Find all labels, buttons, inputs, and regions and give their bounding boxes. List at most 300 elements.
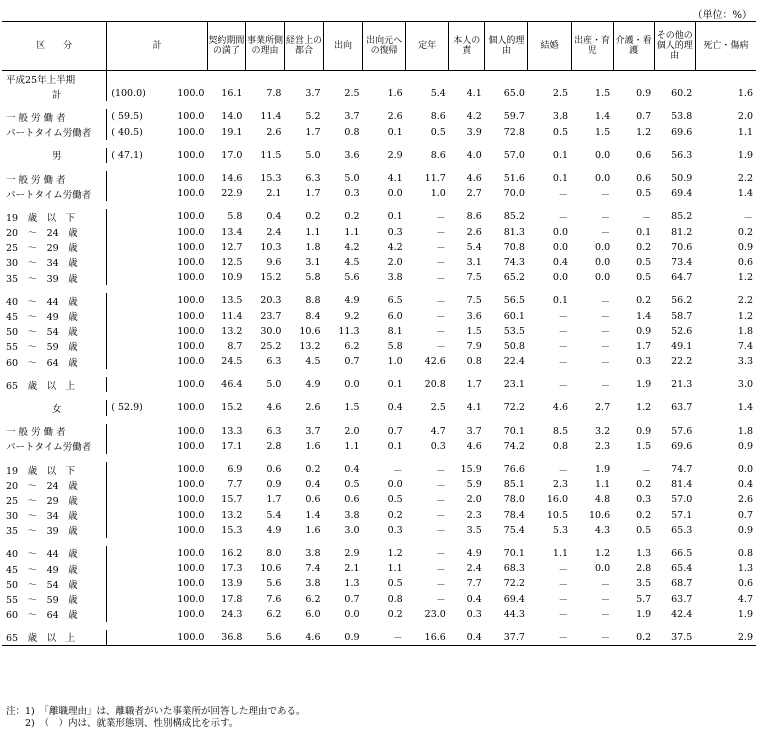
value-cell: － (600, 212, 611, 224)
value-cell: 2.6 (266, 126, 282, 138)
value-cell: 6.0 (387, 310, 403, 322)
value-cell: 7.8 (266, 88, 282, 100)
value-cell: 68.3 (503, 563, 525, 575)
value-cell: 53.8 (671, 111, 693, 123)
composition-ratio (107, 339, 158, 354)
value-cell: 2.4 (466, 563, 482, 575)
value-cell: － (436, 273, 446, 285)
value-cell: 16.2 (221, 547, 243, 559)
header-childbirth-childcare: 出産・育児 (571, 22, 613, 71)
unit-label: （単位：%） (692, 10, 752, 21)
value-cell: 1.8 (737, 325, 753, 337)
value-cell: 5.6 (344, 272, 360, 284)
value-cell: 1.7 (636, 340, 652, 352)
value-cell: 1.5 (595, 88, 611, 100)
value-cell: 49.1 (671, 340, 693, 352)
value-cell: 0.0 (552, 241, 569, 253)
spacer-cell (2, 416, 756, 424)
composition-ratio (107, 240, 158, 255)
value-cell: － (436, 495, 446, 507)
value-cell: 73.4 (671, 256, 693, 268)
value-cell: 6.2 (305, 593, 321, 605)
value-cell: 85.2 (671, 211, 693, 223)
value-cell: 1.9 (636, 379, 652, 391)
header-employer-reason: 事業所側の理由 (245, 22, 284, 71)
value-cell: 0.9 (737, 440, 753, 452)
table-row (2, 523, 756, 538)
value-cell: 5.8 (305, 272, 321, 284)
spacer-row (2, 454, 756, 462)
value-cell: 19.1 (221, 126, 243, 138)
value-cell: － (436, 296, 446, 308)
value-cell: 0.2 (636, 479, 652, 491)
value-cell: 0.0 (595, 149, 611, 161)
value-cell: 0.3 (466, 608, 482, 620)
value-cell: 2.0 (387, 256, 403, 268)
spacer-cell (2, 163, 756, 171)
table-row (2, 576, 756, 591)
row-label: 25 ～ 29 歳 (2, 240, 107, 255)
value-cell: 0.5 (430, 126, 446, 138)
value-cell: － (743, 212, 753, 224)
table-row (2, 255, 756, 270)
value-cell: 2.5 (430, 402, 446, 414)
value-cell: 3.8 (344, 509, 360, 521)
value-cell: 0.4 (305, 479, 321, 491)
value-cell: 0.4 (737, 479, 753, 491)
value-cell: － (436, 564, 446, 576)
value-cell: 3.1 (466, 256, 482, 268)
value-cell: 0.5 (636, 272, 652, 284)
value-cell: 2.7 (466, 188, 482, 200)
value-cell: 2.5 (552, 88, 569, 100)
value-cell: 1.3 (636, 547, 652, 559)
value-cell: 22.9 (221, 188, 243, 200)
value-cell: 69.4 (671, 188, 693, 200)
value-cell: 10.6 (588, 509, 611, 521)
value-cell: 11.4 (260, 111, 282, 123)
table-row (2, 240, 756, 255)
value-cell: 1.5 (466, 325, 482, 337)
spacer-cell (2, 285, 756, 293)
value-cell: 75.4 (503, 524, 525, 536)
value-cell: 30.0 (260, 325, 282, 337)
value-cell: 2.1 (344, 563, 360, 575)
value-cell: 3.6 (466, 310, 482, 322)
value-cell: 100.0 (177, 111, 205, 123)
value-cell: 0.5 (387, 494, 403, 506)
value-cell: 2.2 (737, 173, 753, 185)
table-row (2, 270, 756, 285)
value-cell: 5.0 (344, 173, 360, 185)
table-row (2, 109, 756, 124)
row-label: 女 (2, 400, 107, 415)
value-cell: 0.2 (344, 211, 360, 223)
value-cell: 11.3 (338, 325, 360, 337)
value-cell: 13.4 (221, 226, 243, 238)
value-cell: 0.1 (552, 173, 569, 185)
value-cell: 4.9 (466, 547, 482, 559)
value-cell: 1.2 (737, 272, 753, 284)
value-cell: 0.6 (266, 464, 282, 476)
value-cell: 0.0 (595, 241, 611, 253)
composition-ratio (107, 576, 158, 591)
value-cell: － (558, 327, 569, 339)
value-cell: 74.3 (503, 256, 525, 268)
value-cell: 0.4 (552, 256, 569, 268)
value-cell: 17.3 (221, 563, 243, 575)
turnover-reason-table (2, 21, 756, 646)
value-cell: 58.7 (671, 310, 693, 322)
value-cell: 7.9 (466, 340, 482, 352)
spacer-row (2, 369, 756, 377)
value-cell: 37.7 (485, 630, 528, 646)
value-cell: 0.9 (737, 524, 753, 536)
value-cell: 100.0 (177, 310, 205, 322)
value-cell: 100.0 (177, 509, 205, 521)
value-cell: 1.8 (305, 241, 321, 253)
table-row (2, 591, 756, 606)
value-cell: 1.3 (344, 578, 360, 590)
value-cell: 5.4 (266, 509, 282, 521)
spacer-row (2, 285, 756, 293)
value-cell: 51.6 (503, 173, 525, 185)
value-cell: 60.1 (503, 310, 525, 322)
value-cell: 2.9 (695, 630, 756, 646)
row-label: 55 ～ 59 歳 (2, 591, 107, 606)
value-cell: 16.0 (546, 494, 569, 506)
value-cell: 25.2 (260, 340, 282, 352)
composition-ratio: (100.0) (111, 88, 146, 100)
value-cell: 56.5 (503, 295, 525, 307)
value-cell: 8.7 (227, 340, 243, 352)
header-retirement-age: 定年 (406, 22, 449, 71)
value-cell: 72.2 (503, 578, 525, 590)
footnote-2: 2) （ ）内は、就業形態別、性別構成比を示す。 (6, 718, 239, 729)
value-cell: 4.8 (595, 494, 611, 506)
composition-ratio (107, 492, 158, 507)
value-cell: 16.6 (406, 630, 449, 646)
value-cell (654, 71, 695, 87)
value-cell: 0.9 (324, 630, 363, 646)
value-cell: 0.1 (387, 211, 403, 223)
value-cell: 4.6 (284, 630, 323, 646)
value-cell: 2.6 (305, 402, 321, 414)
value-cell: 2.0 (737, 111, 753, 123)
value-cell: 63.7 (671, 593, 693, 605)
value-cell: － (600, 380, 611, 392)
value-cell (528, 71, 571, 87)
value-cell: 2.5 (344, 88, 360, 100)
value-cell: － (641, 465, 652, 477)
value-cell: 42.4 (671, 608, 693, 620)
table-row (2, 308, 756, 323)
value-cell: 1.2 (387, 547, 403, 559)
value-cell: － (571, 630, 613, 646)
value-cell: 0.8 (737, 547, 753, 559)
value-cell: 100.0 (177, 272, 205, 284)
value-cell: 1.7 (305, 126, 321, 138)
value-cell: 1.9 (737, 608, 753, 620)
value-cell: 23.0 (424, 608, 446, 620)
value-cell: － (436, 258, 446, 270)
row-label: 45 ～ 49 歳 (2, 561, 107, 576)
value-cell: 12.5 (221, 256, 243, 268)
value-cell: 100.0 (177, 88, 205, 100)
value-cell: 5.6 (266, 578, 282, 590)
value-cell: 12.7 (221, 241, 243, 253)
value-cell: 8.6 (466, 211, 482, 223)
value-cell: － (558, 380, 569, 392)
value-cell: 69.4 (503, 593, 525, 605)
spacer-row (2, 140, 756, 148)
table-row (2, 171, 756, 186)
value-cell: 2.6 (387, 111, 403, 123)
value-cell: 1.6 (737, 88, 753, 100)
header-other-personal: その他の個人的理由 (654, 22, 695, 71)
header-row (2, 22, 756, 71)
value-cell: 65.3 (671, 524, 693, 536)
value-cell: － (558, 312, 569, 324)
value-cell: 57.1 (671, 509, 693, 521)
value-cell: 0.1 (552, 149, 569, 161)
value-cell: 2.0 (466, 494, 482, 506)
spacer-cell (2, 140, 756, 148)
table-row (2, 225, 756, 240)
value-cell: 1.2 (636, 402, 652, 414)
value-cell: 20.3 (260, 295, 282, 307)
header-transfer: 出向 (324, 22, 363, 71)
composition-ratio (107, 591, 158, 606)
value-cell: 65.2 (503, 272, 525, 284)
value-cell: 5.8 (387, 340, 403, 352)
composition-ratio: ( 52.9) (111, 402, 143, 414)
value-cell: － (558, 212, 569, 224)
row-label: 55 ～ 59 歳 (2, 339, 107, 354)
value-cell (207, 71, 245, 87)
value-cell: 15.3 (260, 173, 282, 185)
composition-ratio (107, 523, 158, 538)
value-cell: 44.3 (503, 608, 525, 620)
value-cell: 1.9 (595, 464, 611, 476)
value-cell: 10.6 (299, 325, 321, 337)
value-cell: 4.6 (266, 402, 282, 414)
value-cell: 1.9 (737, 149, 753, 161)
value-cell: 0.0 (387, 188, 403, 200)
table-row (2, 324, 756, 339)
value-cell: 0.7 (387, 425, 403, 437)
value-cell: 69.6 (671, 126, 693, 138)
value-cell: 11.4 (221, 310, 243, 322)
value-cell: 70.8 (503, 241, 525, 253)
value-cell: 0.0 (552, 226, 569, 238)
value-cell: － (600, 357, 611, 369)
value-cell: 0.8 (552, 440, 569, 452)
composition-ratio (107, 324, 158, 339)
row-label: 一 般 労 働 者 (2, 424, 107, 439)
value-cell: － (528, 630, 571, 646)
value-cell: 0.9 (636, 88, 652, 100)
value-cell: 76.6 (503, 464, 525, 476)
value-cell: 78.4 (503, 509, 525, 521)
value-cell (284, 71, 323, 87)
spacer-row (2, 622, 756, 630)
value-cell: 0.3 (387, 226, 403, 238)
value-cell: 36.8 (207, 630, 245, 646)
value-cell: 100.0 (177, 464, 205, 476)
value-cell: 0.5 (636, 524, 652, 536)
value-cell: 70.1 (503, 547, 525, 559)
value-cell: 3.2 (595, 425, 611, 437)
value-cell: 15.2 (260, 272, 282, 284)
value-cell: 2.8 (266, 440, 282, 452)
value-cell: － (436, 342, 446, 354)
value-cell (324, 71, 363, 87)
table-row (2, 71, 756, 87)
value-cell: 56.3 (671, 149, 693, 161)
value-cell: 4.0 (466, 149, 482, 161)
value-cell: 4.1 (466, 402, 482, 414)
value-cell: 7.7 (466, 578, 482, 590)
value-cell: 0.0 (552, 272, 569, 284)
value-cell: 3.7 (344, 111, 360, 123)
value-cell: 5.3 (552, 524, 569, 536)
row-label: 65 歳 以 上 (2, 630, 107, 646)
value-cell: 13.5 (221, 295, 243, 307)
row-label: 60 ～ 64 歳 (2, 354, 107, 369)
value-cell: 0.0 (387, 479, 403, 491)
value-cell: 100.0 (177, 356, 205, 368)
value-cell: 0.2 (636, 295, 652, 307)
table-row (2, 400, 756, 415)
value-cell: 0.0 (344, 379, 360, 391)
value-cell: 70.6 (671, 241, 693, 253)
value-cell: 1.8 (737, 425, 753, 437)
value-cell (695, 71, 756, 87)
value-cell: 24.3 (221, 608, 243, 620)
composition-ratio (107, 186, 158, 201)
value-cell: 2.8 (636, 563, 652, 575)
value-cell: 3.0 (737, 379, 753, 391)
value-cell: 100.0 (177, 226, 205, 238)
value-cell: 13.3 (221, 425, 243, 437)
spacer-cell (2, 454, 756, 462)
row-label: 40 ～ 44 歳 (2, 293, 107, 308)
value-cell: 5.9 (466, 479, 482, 491)
value-cell: 22.2 (671, 356, 693, 368)
value-cell: 6.9 (227, 464, 243, 476)
composition-ratio (107, 477, 158, 492)
value-cell: 2.1 (266, 188, 282, 200)
value-cell: 1.5 (595, 126, 611, 138)
table-row (2, 424, 756, 439)
composition-ratio (107, 508, 158, 523)
value-cell: 1.1 (305, 226, 321, 238)
value-cell: － (436, 212, 446, 224)
value-cell: 1.1 (595, 479, 611, 491)
table-row (2, 86, 756, 101)
value-cell (449, 71, 485, 87)
header-nursing-care: 介護・看護 (613, 22, 654, 71)
value-cell: 74.7 (671, 464, 693, 476)
value-cell: 0.5 (636, 188, 652, 200)
value-cell: 0.8 (387, 593, 403, 605)
value-cell: 10.9 (221, 272, 243, 284)
header-category: 区 分 (36, 41, 73, 51)
table-row (2, 630, 756, 646)
row-label: 20 ～ 24 歳 (2, 477, 107, 492)
value-cell: － (436, 595, 446, 607)
value-cell: 14.0 (221, 111, 243, 123)
value-cell: 4.5 (344, 256, 360, 268)
value-cell: － (436, 327, 446, 339)
value-cell: 50.8 (503, 340, 525, 352)
table-row (2, 293, 756, 308)
value-cell: 5.6 (245, 630, 284, 646)
value-cell: 1.4 (636, 310, 652, 322)
value-cell: 100.0 (177, 295, 205, 307)
value-cell: 46.4 (221, 379, 243, 391)
value-cell: 0.7 (737, 509, 753, 521)
value-cell: 1.7 (266, 494, 282, 506)
value-cell: 0.7 (636, 111, 652, 123)
value-cell: 1.6 (305, 440, 321, 452)
value-cell: 1.6 (305, 524, 321, 536)
value-cell: 3.7 (305, 88, 321, 100)
value-cell: 0.6 (737, 256, 753, 268)
value-cell: － (363, 630, 406, 646)
value-cell: 100.0 (177, 211, 205, 223)
table-row (2, 607, 756, 622)
value-cell: 1.1 (344, 440, 360, 452)
value-cell: 2.3 (595, 440, 611, 452)
value-cell: － (600, 595, 611, 607)
table-row (2, 492, 756, 507)
header-total: 計 (107, 22, 208, 71)
value-cell: 0.0 (737, 464, 753, 476)
value-cell: 4.2 (344, 241, 360, 253)
composition-ratio (107, 71, 158, 87)
value-cell: 3.8 (387, 272, 403, 284)
value-cell: 0.4 (344, 464, 360, 476)
header-personal-reason: 個人的理由 (485, 22, 528, 71)
composition-ratio (107, 308, 158, 323)
value-cell: 3.7 (466, 425, 482, 437)
spacer-cell (2, 622, 756, 630)
table-row (2, 339, 756, 354)
value-cell: 10.3 (260, 241, 282, 253)
value-cell (613, 71, 654, 87)
value-cell: － (436, 228, 446, 240)
row-label: 40 ～ 44 歳 (2, 546, 107, 561)
value-cell: 0.6 (344, 494, 360, 506)
value-cell: 65.0 (503, 88, 525, 100)
value-cell: 4.7 (430, 425, 446, 437)
value-cell: 0.3 (636, 356, 652, 368)
value-cell: 3.0 (344, 524, 360, 536)
value-cell: 14.6 (221, 173, 243, 185)
composition-ratio (107, 209, 158, 224)
value-cell: 0.9 (266, 479, 282, 491)
value-cell: 0.1 (387, 440, 403, 452)
value-cell: 13.2 (299, 340, 321, 352)
value-cell: 100.0 (177, 173, 205, 185)
value-cell: 78.0 (503, 494, 525, 506)
row-label: パートタイム労働者 (2, 125, 107, 140)
value-cell: 0.0 (595, 173, 611, 185)
value-cell: 0.6 (636, 149, 652, 161)
value-cell: 100.0 (177, 608, 205, 620)
